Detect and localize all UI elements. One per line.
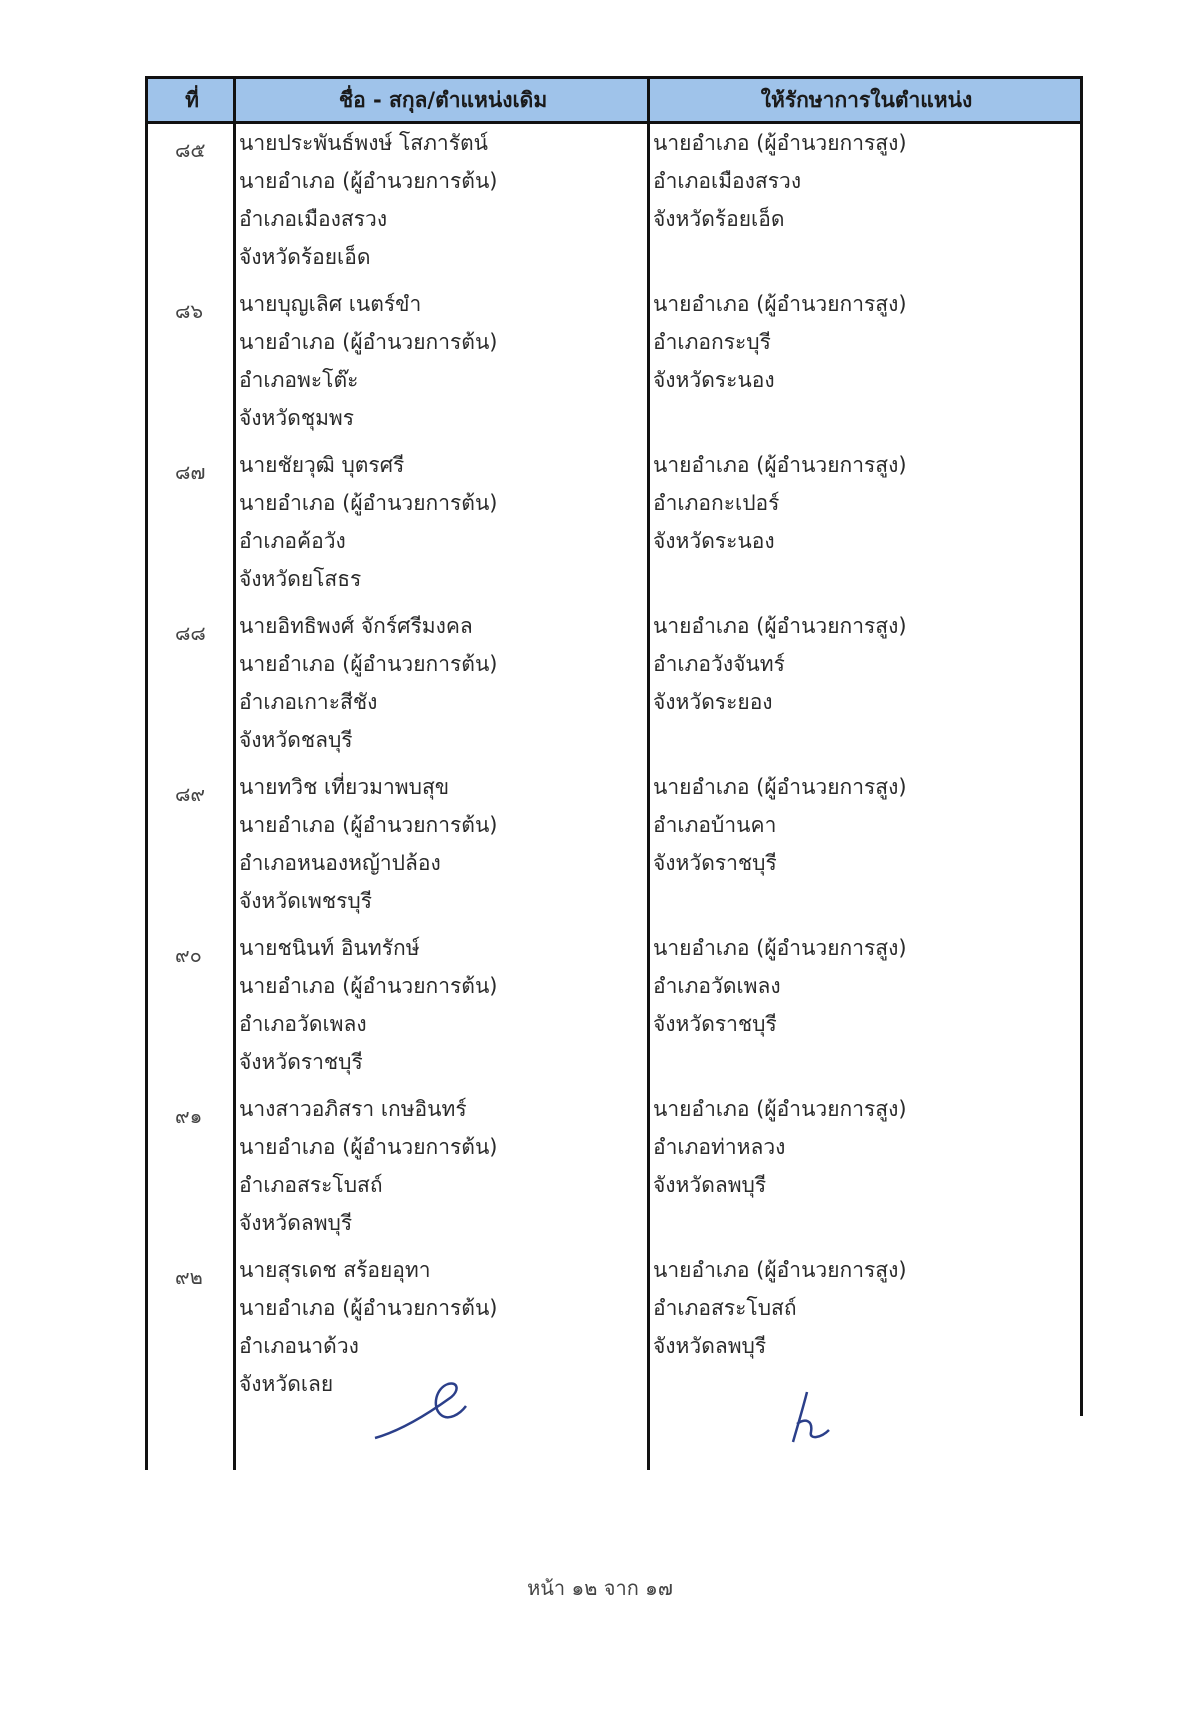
old-position-line: นายอำเภอ (ผู้อำนวยการต้น) xyxy=(239,813,498,837)
acting-position-line: นายอำเภอ (ผู้อำนวยการสูง) xyxy=(653,1097,907,1121)
acting-position-line: อำเภอวัดเพลง xyxy=(653,974,781,998)
acting-position-line: อำเภอสระโบสถ์ xyxy=(653,1296,797,1320)
old-position-line: อำเภอเกาะสีชัง xyxy=(239,690,378,714)
acting-position-line: อำเภอเมืองสรวง xyxy=(653,169,802,193)
old-position-line: อำเภอสระโบสถ์ xyxy=(239,1173,383,1197)
acting-position-line: จังหวัดระนอง xyxy=(653,368,775,392)
old-position-line: นางสาวอภิสรา เกษอินทร์ xyxy=(239,1097,467,1121)
old-position-line: อำเภอนาด้วง xyxy=(239,1334,359,1358)
row-number: ๘๙ xyxy=(175,782,206,806)
acting-position-line: จังหวัดระนอง xyxy=(653,529,775,553)
old-position-line: จังหวัดชุมพร xyxy=(239,406,355,430)
acting-position-line: อำเภอบ้านคา xyxy=(653,813,777,837)
old-position-line: นายสุรเดช สร้อยอุทา xyxy=(239,1258,431,1282)
row-number: ๘๖ xyxy=(175,299,204,323)
header-name-old-position: ชื่อ - สกุล/ตำแหน่งเดิม xyxy=(338,88,548,112)
acting-position-line: จังหวัดลพบุรี xyxy=(653,1173,767,1197)
acting-position-line: นายอำเภอ (ผู้อำนวยการสูง) xyxy=(653,131,907,155)
old-position-line: นายอิทธิพงศ์ จักร์ศรีมงคล xyxy=(239,614,473,638)
row-number: ๘๕ xyxy=(175,138,206,162)
acting-position-line: นายอำเภอ (ผู้อำนวยการสูง) xyxy=(653,292,907,316)
table-row xyxy=(145,1251,1083,1413)
acting-position-line: อำเภอกระบุรี xyxy=(653,330,771,354)
acting-position-line: อำเภอกะเปอร์ xyxy=(653,491,780,515)
old-position-line: จังหวัดเลย xyxy=(239,1372,334,1396)
row-number: ๘๘ xyxy=(175,621,206,645)
old-position-line: อำเภอค้อวัง xyxy=(239,529,346,553)
old-position-line: นายอำเภอ (ผู้อำนวยการต้น) xyxy=(239,169,498,193)
old-position-line: นายบุญเลิศ เนตร์ขำ xyxy=(239,292,422,316)
table-row xyxy=(145,285,1083,447)
header-no: ที่ xyxy=(185,88,199,112)
old-position-line: นายอำเภอ (ผู้อำนวยการต้น) xyxy=(239,652,498,676)
old-position-line: นายชัยวุฒิ บุตรศรี xyxy=(239,453,405,477)
acting-position-line: อำเภอวังจันทร์ xyxy=(653,652,785,676)
acting-position-line: นายอำเภอ (ผู้อำนวยการสูง) xyxy=(653,1258,907,1282)
acting-position-line: จังหวัดราชบุรี xyxy=(653,1012,777,1036)
old-position-line: จังหวัดยโสธร xyxy=(239,567,362,591)
acting-position-line: อำเภอท่าหลวง xyxy=(653,1135,786,1159)
old-position-line: นายอำเภอ (ผู้อำนวยการต้น) xyxy=(239,330,498,354)
old-position-line: นายอำเภอ (ผู้อำนวยการต้น) xyxy=(239,1296,498,1320)
old-position-line: จังหวัดเพชรบุรี xyxy=(239,889,372,913)
table-row xyxy=(145,446,1083,608)
old-position-line: จังหวัดร้อยเอ็ด xyxy=(239,245,371,269)
row-number: ๙๐ xyxy=(175,943,202,967)
old-position-line: นายชนินท์ อินทรักษ์ xyxy=(239,936,420,960)
old-position-line: นายอำเภอ (ผู้อำนวยการต้น) xyxy=(239,974,498,998)
signature-left-icon xyxy=(370,1376,470,1446)
old-position-line: จังหวัดชลบุรี xyxy=(239,728,353,752)
row-number: ๙๑ xyxy=(175,1104,203,1128)
old-position-line: นายประพันธ์พงษ์ โสภารัตน์ xyxy=(239,131,488,155)
header-acting-position: ให้รักษาการในตำแหน่ง xyxy=(760,88,973,112)
row-number: ๘๗ xyxy=(175,460,206,484)
table-row xyxy=(145,1090,1083,1252)
old-position-line: นายอำเภอ (ผู้อำนวยการต้น) xyxy=(239,1135,498,1159)
acting-position-line: จังหวัดราชบุรี xyxy=(653,851,777,875)
old-position-line: จังหวัดราชบุรี xyxy=(239,1050,363,1074)
acting-position-line: จังหวัดลพบุรี xyxy=(653,1334,767,1358)
old-position-line: อำเภอวัดเพลง xyxy=(239,1012,367,1036)
signature-right-icon xyxy=(785,1388,835,1448)
table-row xyxy=(145,768,1083,930)
acting-position-line: จังหวัดระยอง xyxy=(653,690,773,714)
table-header xyxy=(145,76,1083,124)
acting-position-line: จังหวัดร้อยเอ็ด xyxy=(653,207,785,231)
old-position-line: นายอำเภอ (ผู้อำนวยการต้น) xyxy=(239,491,498,515)
old-position-line: อำเภอเมืองสรวง xyxy=(239,207,388,231)
acting-position-line: นายอำเภอ (ผู้อำนวยการสูง) xyxy=(653,936,907,960)
old-position-line: นายทวิช เที่ยวมาพบสุข xyxy=(239,775,450,799)
table-row xyxy=(145,124,1083,286)
acting-position-line: นายอำเภอ (ผู้อำนวยการสูง) xyxy=(653,453,907,477)
old-position-line: อำเภอพะโต๊ะ xyxy=(239,368,359,392)
old-position-line: อำเภอหนองหญ้าปล้อง xyxy=(239,851,441,875)
acting-position-line: นายอำเภอ (ผู้อำนวยการสูง) xyxy=(653,775,907,799)
table-row xyxy=(145,607,1083,769)
old-position-line: จังหวัดลพบุรี xyxy=(239,1211,353,1235)
appointment-table xyxy=(145,76,1083,1470)
table-row xyxy=(145,929,1083,1091)
row-number: ๙๒ xyxy=(175,1265,203,1289)
acting-position-line: นายอำเภอ (ผู้อำนวยการสูง) xyxy=(653,614,907,638)
page-number: หน้า ๑๒ จาก ๑๗ xyxy=(527,1576,673,1600)
